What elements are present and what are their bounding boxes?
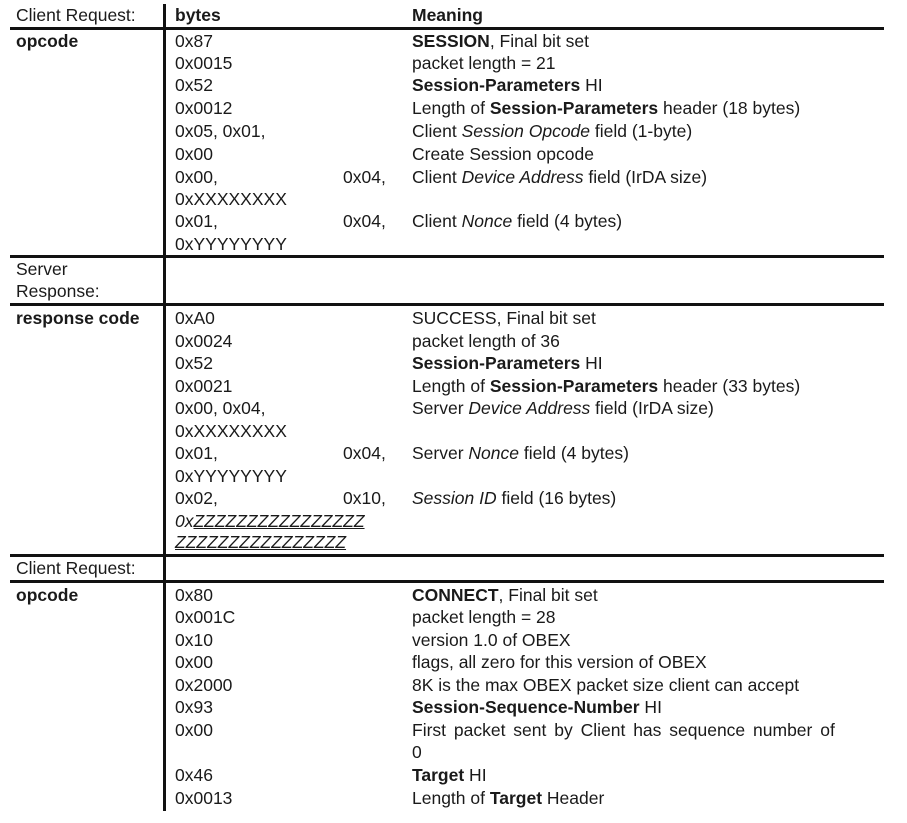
meaning-text-run: Client — [412, 167, 462, 187]
section-label-line: Response: — [16, 281, 100, 301]
byte-cell: 0x00 — [175, 144, 213, 164]
byte-cell: 0x0021 — [175, 376, 233, 396]
meaning-text-run: Header — [542, 788, 605, 808]
byte-cell: 0xA0 — [175, 308, 215, 328]
meaning-text-run: First packet sent by Client has sequence number of — [412, 720, 835, 740]
meaning-cell — [412, 397, 714, 419]
meaning-cell — [412, 143, 594, 165]
meaning-cell — [412, 120, 692, 142]
meaning-cell — [412, 74, 603, 96]
meaning-text-run: HI — [580, 75, 603, 95]
section-label-line: Server — [16, 259, 68, 279]
byte-cell: 0x00 — [175, 652, 213, 672]
meaning-text-run: Length of — [412, 98, 490, 118]
row-type-label: opcode — [16, 31, 79, 51]
meaning-text-run: Device Address — [468, 398, 591, 418]
byte-cell: 0x0024 — [175, 331, 233, 351]
meaning-text-run: field (IrDA size) — [583, 167, 708, 187]
meaning-text-run: packet length of 36 — [412, 331, 560, 351]
meaning-cell — [412, 674, 799, 696]
byte-cell: 0x00 — [175, 720, 213, 740]
meaning-cell — [412, 787, 604, 809]
meaning-cell — [412, 584, 598, 606]
byte-cell-continuation: 0xXXXXXXXX — [175, 189, 287, 209]
meaning-text-run: Client — [412, 121, 462, 141]
byte-cell: 0x00, — [175, 167, 218, 187]
section-divider — [10, 554, 884, 557]
column-separator — [163, 4, 166, 811]
meaning-text-run: packet length = 21 — [412, 53, 556, 73]
byte-cell: 0x01, — [175, 443, 218, 463]
meaning-cell — [412, 606, 556, 628]
byte-cell-continuation: 0xYYYYYYYY — [175, 466, 287, 486]
byte-cell: 0x93 — [175, 697, 213, 717]
section-label: Client Request: — [16, 558, 136, 578]
byte-cell-continuation — [175, 510, 365, 532]
meaning-text-run: SUCCESS, Final bit set — [412, 308, 596, 328]
meaning-text-run: HI — [464, 765, 487, 785]
meaning-cell-continuation: 0 — [412, 742, 422, 762]
meaning-text-run: header (18 bytes) — [658, 98, 801, 118]
meaning-text-run: field (1-byte) — [590, 121, 693, 141]
meaning-text-run: version 1.0 of OBEX — [412, 630, 571, 650]
meaning-cell — [412, 210, 622, 232]
meaning-text-run: field (4 bytes) — [512, 211, 623, 231]
byte-cell: 0x0012 — [175, 98, 233, 118]
byte-prefix: 0x — [175, 511, 194, 531]
meaning-text-run: flags, all zero for this version of OBEX — [412, 652, 707, 672]
meaning-cell — [412, 375, 800, 397]
meaning-text-run: , Final bit set — [489, 31, 590, 51]
meaning-text-run: HI — [580, 353, 603, 373]
meaning-text-run: Length of — [412, 788, 490, 808]
meaning-text-run: 8K is the max OBEX packet size client can accept — [412, 675, 800, 695]
byte-cell: 0x10 — [175, 630, 213, 650]
meaning-text-run: HI — [639, 697, 662, 717]
meaning-text-run: Server — [412, 398, 469, 418]
byte-value-underlined: ZZZZZZZZZZZZZZZZ — [193, 511, 365, 531]
byte-cell: 0x87 — [175, 31, 213, 51]
section-label: Client Request: — [16, 5, 136, 25]
byte-cell-second: 0x10, — [343, 488, 386, 508]
byte-cell-second: 0x04, — [343, 167, 386, 187]
byte-cell: 0x00, 0x04, — [175, 398, 266, 418]
meaning-text-run: Server — [412, 443, 469, 463]
byte-cell-continuation: 0xXXXXXXXX — [175, 421, 287, 441]
meaning-text-run: CONNECT — [412, 585, 499, 605]
meaning-text-run: Create Session opcode — [412, 144, 594, 164]
byte-cell-second: 0x04, — [343, 211, 386, 231]
byte-cell: 0x001C — [175, 607, 236, 627]
row-type-label: response code — [16, 308, 140, 328]
meaning-text-run: Session-Sequence-Number — [412, 697, 640, 717]
meaning-text-run: , Final bit set — [498, 585, 598, 605]
meaning-text-run: field (4 bytes) — [519, 443, 629, 463]
meaning-text-run: Nonce — [468, 443, 519, 463]
byte-cell-continuation: ZZZZZZZZZZZZZZZZ — [175, 532, 347, 552]
meaning-cell — [412, 307, 596, 329]
meaning-text-run: Target — [489, 788, 543, 808]
meaning-cell — [412, 719, 835, 741]
section-divider — [10, 580, 884, 583]
byte-cell: 0x0013 — [175, 788, 233, 808]
meaning-text-run: Session-Parameters — [489, 98, 659, 118]
meaning-cell — [412, 97, 800, 119]
meaning-cell — [412, 696, 662, 718]
meaning-cell — [412, 651, 707, 673]
byte-cell: 0x2000 — [175, 675, 233, 695]
meaning-text-run: Session-Parameters — [412, 353, 581, 373]
meaning-text-run: Client — [412, 211, 462, 231]
meaning-text-run: Nonce — [461, 211, 513, 231]
meaning-text-run: Session-Parameters — [489, 376, 659, 396]
row-type-label: opcode — [16, 585, 79, 605]
meaning-cell — [412, 166, 707, 188]
meaning-text-run: packet length = 28 — [412, 607, 556, 627]
meaning-cell — [412, 52, 556, 74]
meaning-cell — [412, 487, 616, 509]
meaning-cell — [412, 442, 629, 464]
byte-cell-continuation: 0xYYYYYYYY — [175, 234, 287, 254]
meaning-cell — [412, 629, 571, 651]
column-header-bytes: bytes — [175, 5, 221, 25]
meaning-cell — [412, 352, 603, 374]
meaning-text-run: Session Opcode — [461, 121, 591, 141]
byte-cell: 0x52 — [175, 75, 213, 95]
byte-cell: 0x02, — [175, 488, 218, 508]
meaning-text-run: Session ID — [412, 488, 497, 508]
meaning-cell — [412, 30, 589, 52]
meaning-text-run: SESSION — [412, 31, 490, 51]
byte-cell: 0x80 — [175, 585, 213, 605]
meaning-text-run: field (IrDA size) — [590, 398, 714, 418]
meaning-text-run: Length of — [412, 376, 490, 396]
column-header-meaning: Meaning — [412, 5, 483, 25]
section-divider — [10, 303, 884, 306]
meaning-text-run: Device Address — [461, 167, 584, 187]
meaning-cell — [412, 330, 560, 352]
meaning-text-run: field (16 bytes) — [496, 488, 617, 508]
byte-cell: 0x46 — [175, 765, 213, 785]
section-divider — [10, 255, 884, 258]
byte-cell: 0x52 — [175, 353, 213, 373]
meaning-cell — [412, 764, 487, 786]
meaning-text-run: Target — [412, 765, 465, 785]
byte-cell: 0x0015 — [175, 53, 233, 73]
byte-cell-second: 0x04, — [343, 443, 386, 463]
meaning-text-run: Session-Parameters — [412, 75, 581, 95]
byte-cell: 0x01, — [175, 211, 218, 231]
byte-cell: 0x05, 0x01, — [175, 121, 266, 141]
meaning-text-run: header (33 bytes) — [658, 376, 801, 396]
